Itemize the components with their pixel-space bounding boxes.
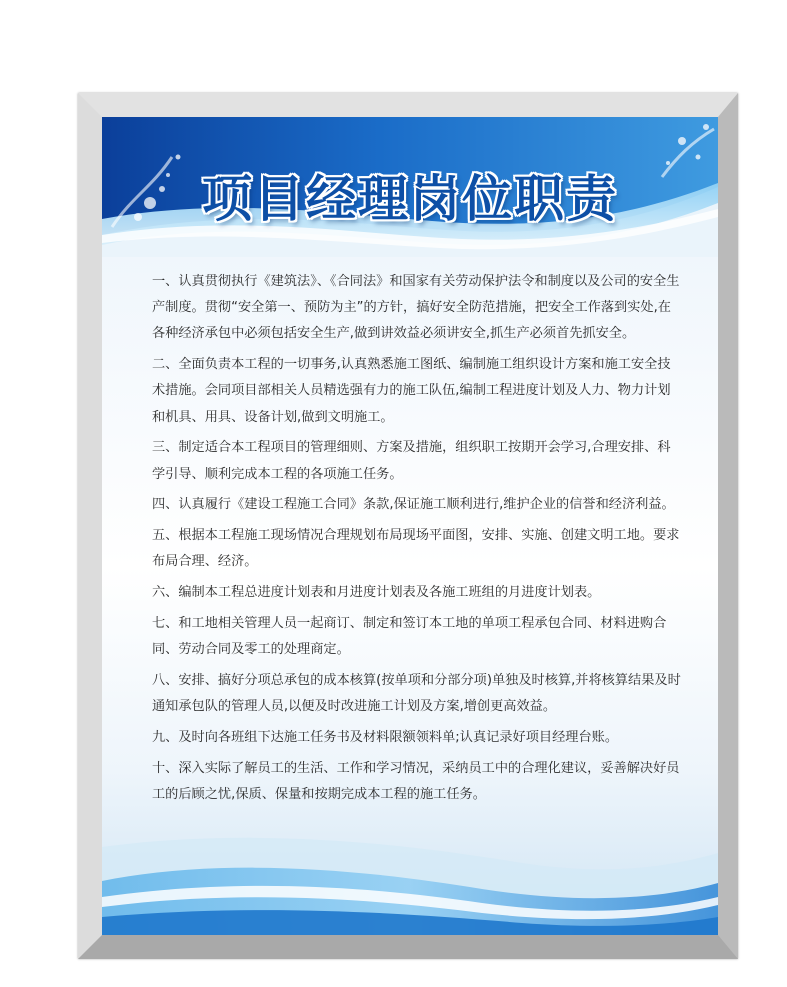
item-text: 根据本工程施工现场情况合理规划布局现场平面图，安排、实施、创建文明工地。要求布局合理、经济。 [152,528,680,570]
list-item [152,580,682,606]
item-number: 五、 [152,528,179,544]
list-item [152,756,682,808]
item-number: 一、 [152,274,179,289]
item-number: 二、 [152,357,179,373]
item-text: 全面负责本工程的一切事务,认真熟悉施工图纸、编制施工组织设计方案和施工安全技术措施。会同项目部相关人员精选强有力的施工队伍,编制工程进度计划及人力、物力计划和机具、用具、设备计划,做到文明施工。 [152,357,671,425]
item-number: 七、 [152,616,179,631]
footer-wave-graphic [102,817,718,935]
list-item [152,725,682,751]
list-item [152,492,682,518]
item-text: 认真履行《建设工程施工合同》条款,保证施工顺利进行,维护企业的信誉和经济利益。 [178,497,675,513]
item-text: 制定适合本工程项目的管理细则、方案及措施，组织职工按期开会学习,合理安排、科学引导、顺利完成本工程的各项施工任务。 [152,440,671,482]
duty-list [152,269,682,813]
poster-panel [102,117,718,935]
item-text: 和工地相关管理人员一起商订、制定和签订本工地的单项工程承包合同、材料进购合同、劳动合同及零工的处理商定。 [152,616,667,658]
item-text: 深入实际了解员工的生活、工作和学习情况，采纳员工中的合理化建议，妥善解决好员工的后顾之忧,保质、保量和按期完成本工程的施工任务。 [152,760,680,802]
item-number: 八、 [152,673,179,688]
list-item [152,269,682,348]
list-item [152,668,682,720]
item-text: 及时向各班组下达施工任务书及材料限额领料单;认真记录好项目经理台账。 [178,730,619,745]
item-text: 安排、搞好分项总承包的成本核算(按单项和分部分项)单独及时核算,并将核算结果及时通知承包队的管理人员,以便及时改进施工计划及方案,增创更高效益。 [152,673,681,715]
item-number: 四、 [152,497,179,513]
item-number: 三、 [152,440,179,456]
list-item [152,435,682,487]
list-item [152,611,682,663]
item-text: 编制本工程总进度计划表和月进度计划表及各施工班组的月进度计划表。 [178,585,601,601]
list-item [152,523,682,575]
item-text: 认真贯彻执行《建筑法》、《合同法》和国家有关劳动保护法令和制度以及公司的安全生产制度。贯彻“安全第一、预防为主”的方针，搞好安全防范措施，把安全工作落到实处,在各种经济承包中必须包括安全生产,做到讲效益必须讲安全,抓生产必须首先抓安全。 [152,274,680,342]
item-number: 九、 [152,730,179,745]
item-number: 六、 [152,585,179,601]
item-number: 十、 [152,760,179,776]
poster-title: 项目经理岗位职责 [202,170,618,228]
list-item [152,352,682,431]
